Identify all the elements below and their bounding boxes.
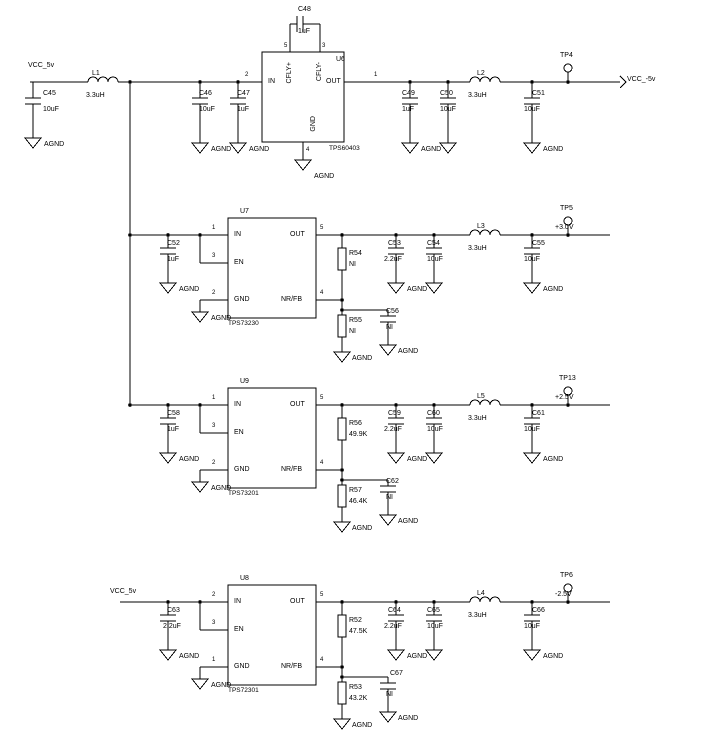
gnd-label-c67: AGND xyxy=(398,715,419,722)
cap-c51-ref: C51 xyxy=(532,90,545,97)
ic-u7-part: TPS73230 xyxy=(228,320,259,327)
ic-u9-pinnum-in: 1 xyxy=(212,395,216,401)
ic-u9-pin-in: IN xyxy=(234,401,241,408)
inductor-l1-value: 3.3uH xyxy=(86,92,105,99)
cap-c65-value: 10uF xyxy=(427,623,443,630)
cap-c64-value: 2.2uF xyxy=(384,623,402,630)
cap-c66-value: 10uF xyxy=(524,623,540,630)
res-r52-value: 47.5K xyxy=(349,628,368,635)
cap-c64-ref: C64 xyxy=(388,607,401,614)
ic-u6-ref: U6 xyxy=(336,56,345,63)
inductor-l5-ref: L5 xyxy=(477,393,485,400)
ic-u8-part: TPS72301 xyxy=(228,687,259,694)
net-label-vcc5-top: VCC_5v xyxy=(28,62,55,69)
cap-c55-ref: C55 xyxy=(532,240,545,247)
cap-c45-ref: C45 xyxy=(43,90,56,97)
gnd-label-c59: AGND xyxy=(407,456,428,463)
inductor-l4-value: 3.3uH xyxy=(468,612,487,619)
res-r57-value: 46.4K xyxy=(349,498,368,505)
ic-u9-pin-en: EN xyxy=(234,429,244,436)
ic-u6-pinnum-in: 2 xyxy=(245,72,249,78)
ic-u7-pin-gnd: GND xyxy=(234,296,250,303)
gnd-label-c63: AGND xyxy=(179,653,200,660)
ic-u8-pin-en: EN xyxy=(234,626,244,633)
ic-u6-pinnum-cflyp: 5 xyxy=(284,43,288,49)
cap-c59-ref: C59 xyxy=(388,410,401,417)
cap-c63-ref: C63 xyxy=(167,607,180,614)
gnd-label-c61: AGND xyxy=(543,456,564,463)
gnd-label-u7: AGND xyxy=(211,315,232,322)
cap-c50-ref: C50 xyxy=(440,90,453,97)
cap-c50-value: 10uF xyxy=(440,106,456,113)
ic-u8-pinnum-en: 3 xyxy=(212,620,216,626)
cap-c66-ref: C66 xyxy=(532,607,545,614)
ic-u8-pin-nrfb: NR/FB xyxy=(281,663,302,670)
cap-c58-value: 1uF xyxy=(167,426,180,433)
gnd-label-r57: AGND xyxy=(352,525,373,532)
ic-u9-pin-nrfb: NR/FB xyxy=(281,466,302,473)
cap-c67-ref: C67 xyxy=(390,670,403,677)
cap-c67-value: NI xyxy=(386,691,393,698)
ic-u6-pin-in: IN xyxy=(268,78,275,85)
testpoint-tp4-label: TP4 xyxy=(560,52,573,59)
cap-c49-value: 1uF xyxy=(402,106,415,113)
cap-c56-value: NI xyxy=(386,324,393,331)
cap-c56-ref: C56 xyxy=(386,308,399,315)
ic-u9-ref: U9 xyxy=(240,378,249,385)
ic-u9-pinnum-en: 3 xyxy=(212,423,216,429)
ic-u8-pinnum-gnd: 1 xyxy=(212,657,216,663)
ic-u7-pin-in: IN xyxy=(234,231,241,238)
gnd-label-c49: AGND xyxy=(421,146,442,153)
gnd-label-c56: AGND xyxy=(398,348,419,355)
ic-u7-pin-out: OUT xyxy=(290,231,305,238)
cap-c54-value: 10uF xyxy=(427,256,443,263)
res-r53-ref: R53 xyxy=(349,684,362,691)
cap-c48-value: 1uF xyxy=(298,28,311,35)
res-r54-ref: R54 xyxy=(349,250,362,257)
ic-u7-pinnum-nrfb: 4 xyxy=(320,290,324,296)
cap-c45-value: 10uF xyxy=(43,106,59,113)
ic-u8-pinnum-out: 5 xyxy=(320,592,324,598)
ic-u9-part: TPS73201 xyxy=(228,490,259,497)
gnd-label-c64: AGND xyxy=(407,653,428,660)
gnd-label-c53: AGND xyxy=(407,286,428,293)
ic-u9-pin-gnd: GND xyxy=(234,466,250,473)
gnd-label-u6: AGND xyxy=(314,173,335,180)
ic-u6-pin-cflyp: CFLY+ xyxy=(286,62,293,84)
ic-u7-pinnum-out: 5 xyxy=(320,225,324,231)
cap-c52-value: 1uF xyxy=(167,256,180,263)
gnd-label-c51: AGND xyxy=(543,146,564,153)
cap-c62-ref: C62 xyxy=(386,478,399,485)
ic-u6-pin-cflyn: CFLY- xyxy=(316,62,323,82)
cap-c58-ref: C58 xyxy=(167,410,180,417)
cap-c60-value: 10uF xyxy=(427,426,443,433)
res-r56-value: 49.9K xyxy=(349,431,368,438)
gnd-label-c45: AGND xyxy=(44,141,65,148)
net-label-vcc-neg5: VCC_-5v xyxy=(627,76,656,83)
cap-c62-value: NI xyxy=(386,494,393,501)
cap-c51-value: 10uF xyxy=(524,106,540,113)
ic-u8-pinnum-nrfb: 4 xyxy=(320,657,324,663)
ic-u7-pin-nrfb: NR/FB xyxy=(281,296,302,303)
cap-c46-ref: C46 xyxy=(199,90,212,97)
res-r56-ref: R56 xyxy=(349,420,362,427)
ic-u8-pin-gnd: GND xyxy=(234,663,250,670)
inductor-l4-ref: L4 xyxy=(477,590,485,597)
cap-c61-value: 10uF xyxy=(524,426,540,433)
cap-c48-ref: C48 xyxy=(298,6,311,13)
cap-c53-value: 2.2uF xyxy=(384,256,402,263)
ic-u8-pin-in: IN xyxy=(234,598,241,605)
res-r57-ref: R57 xyxy=(349,487,362,494)
cap-c63-value: 2.2uF xyxy=(163,623,181,630)
inductor-l2-value: 3.3uH xyxy=(468,92,487,99)
cap-c59-value: 2.2uF xyxy=(384,426,402,433)
cap-c52-ref: C52 xyxy=(167,240,180,247)
gnd-label-c58: AGND xyxy=(179,456,200,463)
net-label-vcc5-bottom: VCC_5v xyxy=(110,588,137,595)
ic-u6-pinnum-gnd: 4 xyxy=(306,147,310,153)
ic-u6-part: TPS60403 xyxy=(329,145,360,152)
gnd-label-c52: AGND xyxy=(179,286,200,293)
testpoint-tp6-label: TP6 xyxy=(560,572,573,579)
gnd-label-u9: AGND xyxy=(211,485,232,492)
inductor-l5-value: 3.3uH xyxy=(468,415,487,422)
inductor-l1-ref: L1 xyxy=(92,70,100,77)
ic-u6-pin-out: OUT xyxy=(326,78,341,85)
testpoint-tp5-label: TP5 xyxy=(560,205,573,212)
net-label-n25: -2.5V xyxy=(555,591,572,598)
gnd-label-r55: AGND xyxy=(352,355,373,362)
ic-u7-ref: U7 xyxy=(240,208,249,215)
ic-u6-pinnum-cflyn: 3 xyxy=(322,43,326,49)
gnd-label-c66: AGND xyxy=(543,653,564,660)
res-r54-value: NI xyxy=(349,261,356,268)
cap-c60-ref: C60 xyxy=(427,410,440,417)
ic-u7-pinnum-gnd: 2 xyxy=(212,290,216,296)
cap-c53-ref: C53 xyxy=(388,240,401,247)
ic-u9-pinnum-nrfb: 4 xyxy=(320,460,324,466)
gnd-label-c55: AGND xyxy=(543,286,564,293)
ic-u6-pin-gnd: GND xyxy=(310,116,317,132)
inductor-l3-ref: L3 xyxy=(477,223,485,230)
testpoint-tp13-label: TP13 xyxy=(559,375,576,382)
res-r52-ref: R52 xyxy=(349,617,362,624)
gnd-label-c62: AGND xyxy=(398,518,419,525)
ic-u8-pinnum-in: 2 xyxy=(212,592,216,598)
cap-c47-ref: C47 xyxy=(237,90,250,97)
cap-c61-ref: C61 xyxy=(532,410,545,417)
gnd-label-c46: AGND xyxy=(211,146,232,153)
res-r55-value: NI xyxy=(349,328,356,335)
gnd-label-c47: AGND xyxy=(249,146,270,153)
net-label-p30: +3.0V xyxy=(555,224,574,231)
ic-u7-pinnum-en: 3 xyxy=(212,253,216,259)
ic-u6-pinnum-out: 1 xyxy=(374,72,378,78)
inductor-l2-ref: L2 xyxy=(477,70,485,77)
inductor-l3-value: 3.3uH xyxy=(468,245,487,252)
res-r53-value: 43.2K xyxy=(349,695,368,702)
gnd-label-u8: AGND xyxy=(211,682,232,689)
cap-c55-value: 10uF xyxy=(524,256,540,263)
ic-u9-pin-out: OUT xyxy=(290,401,305,408)
ic-u9-pinnum-out: 5 xyxy=(320,395,324,401)
net-label-p25: +2.5V xyxy=(555,394,574,401)
cap-c47-value: 1uF xyxy=(237,106,250,113)
ic-u9-pinnum-gnd: 2 xyxy=(212,460,216,466)
ic-u8-pin-out: OUT xyxy=(290,598,305,605)
cap-c54-ref: C54 xyxy=(427,240,440,247)
cap-c65-ref: C65 xyxy=(427,607,440,614)
ic-u8-ref: U8 xyxy=(240,575,249,582)
cap-c46-value: 10uF xyxy=(199,106,215,113)
ic-u7-pin-en: EN xyxy=(234,259,244,266)
ic-u7-pinnum-in: 1 xyxy=(212,225,216,231)
gnd-label-r53: AGND xyxy=(352,722,373,729)
res-r55-ref: R55 xyxy=(349,317,362,324)
cap-c49-ref: C49 xyxy=(402,90,415,97)
